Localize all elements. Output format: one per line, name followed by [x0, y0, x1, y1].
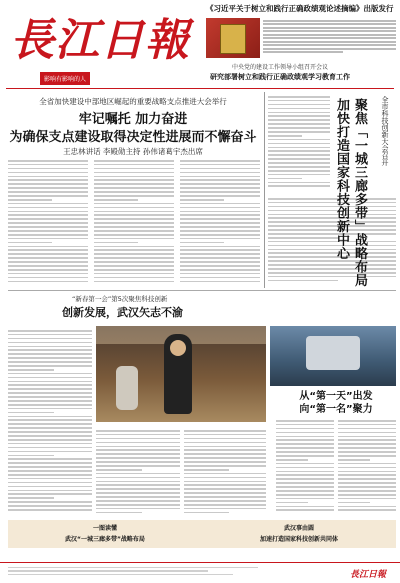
side-headline[interactable]	[276, 390, 396, 416]
lead-body-col-1	[8, 160, 88, 285]
slogan-bar	[8, 72, 198, 84]
vertical-headline-second[interactable]: 加快打造国家科技创新中心	[334, 98, 349, 260]
lead-kicker: 全省加快建设中部地区崛起的重要战略支点推进大会举行	[39, 97, 227, 106]
top-headline[interactable]: 《习近平关于树立和践行正确政绩观论述摘编》出版发行	[206, 4, 394, 13]
promo-2-title: 武汉事由圆	[283, 525, 314, 532]
mid-body-col-2	[96, 430, 180, 516]
top-headline-area	[206, 4, 396, 14]
mid-body-col-1	[8, 330, 92, 513]
lead-body-col-2	[94, 160, 174, 285]
column-divider	[264, 92, 265, 288]
lead-body-col-3	[180, 160, 260, 285]
newspaper-logo: 長江日報	[10, 15, 190, 66]
page-footer	[0, 562, 400, 583]
side-body-col-2	[338, 420, 396, 513]
section-divider	[8, 290, 396, 291]
footer-logo: 長江日報	[350, 570, 387, 580]
mid-kicker: “新春第一会”第5次聚焦科技创新	[72, 295, 168, 303]
vertical-headline-main[interactable]: 聚焦「一城三廊多带」战略布局	[352, 98, 367, 287]
lead-headline-1[interactable]: 牢记嘱托 加力奋进	[78, 112, 188, 127]
mid-body-col-3	[184, 430, 266, 516]
book-cover-image	[206, 18, 260, 58]
subheadline-2[interactable]: 研究部署树立和践行正确政绩观学习教育工作	[210, 73, 350, 81]
expo-photo	[96, 326, 266, 422]
side-headline-1: 从“第一天”出发	[299, 391, 373, 402]
top-teaser	[206, 18, 396, 58]
slogan: 影响有影响的人	[40, 72, 90, 85]
side-body-col-1	[276, 420, 334, 513]
mid-headline[interactable]: 创新发展，武汉矢志不渝	[62, 306, 183, 319]
right-body-col	[268, 96, 330, 189]
promo-2-subtitle: 加速打造国家科技创新共同体	[259, 536, 338, 543]
promo-box-1[interactable]	[8, 520, 202, 548]
footer-info	[8, 567, 258, 577]
lead-subheadline: 王忠林讲话 李殿勋主持 孙伟诸葛宇杰出席	[63, 147, 203, 156]
subheadline-1: 中央党的建设工作领导小组召开会议	[232, 64, 329, 71]
bottom-promo-bar	[8, 520, 396, 548]
side-headline-2: 向“第一名”聚力	[299, 404, 373, 415]
promo-box-2[interactable]	[202, 520, 396, 548]
vertical-kicker: 全市科技创新大会召开	[381, 96, 389, 166]
masthead-divider	[6, 88, 394, 89]
promo-1-subtitle: 武汉“一城三廊多带”战略布局	[65, 536, 145, 543]
device-photo	[270, 326, 396, 386]
lead-headline-2[interactable]: 为确保支点建设取得决定性进展而不懈奋斗	[9, 130, 257, 145]
teaser-text	[263, 18, 396, 58]
promo-1-title: 一图读懂	[92, 525, 117, 532]
